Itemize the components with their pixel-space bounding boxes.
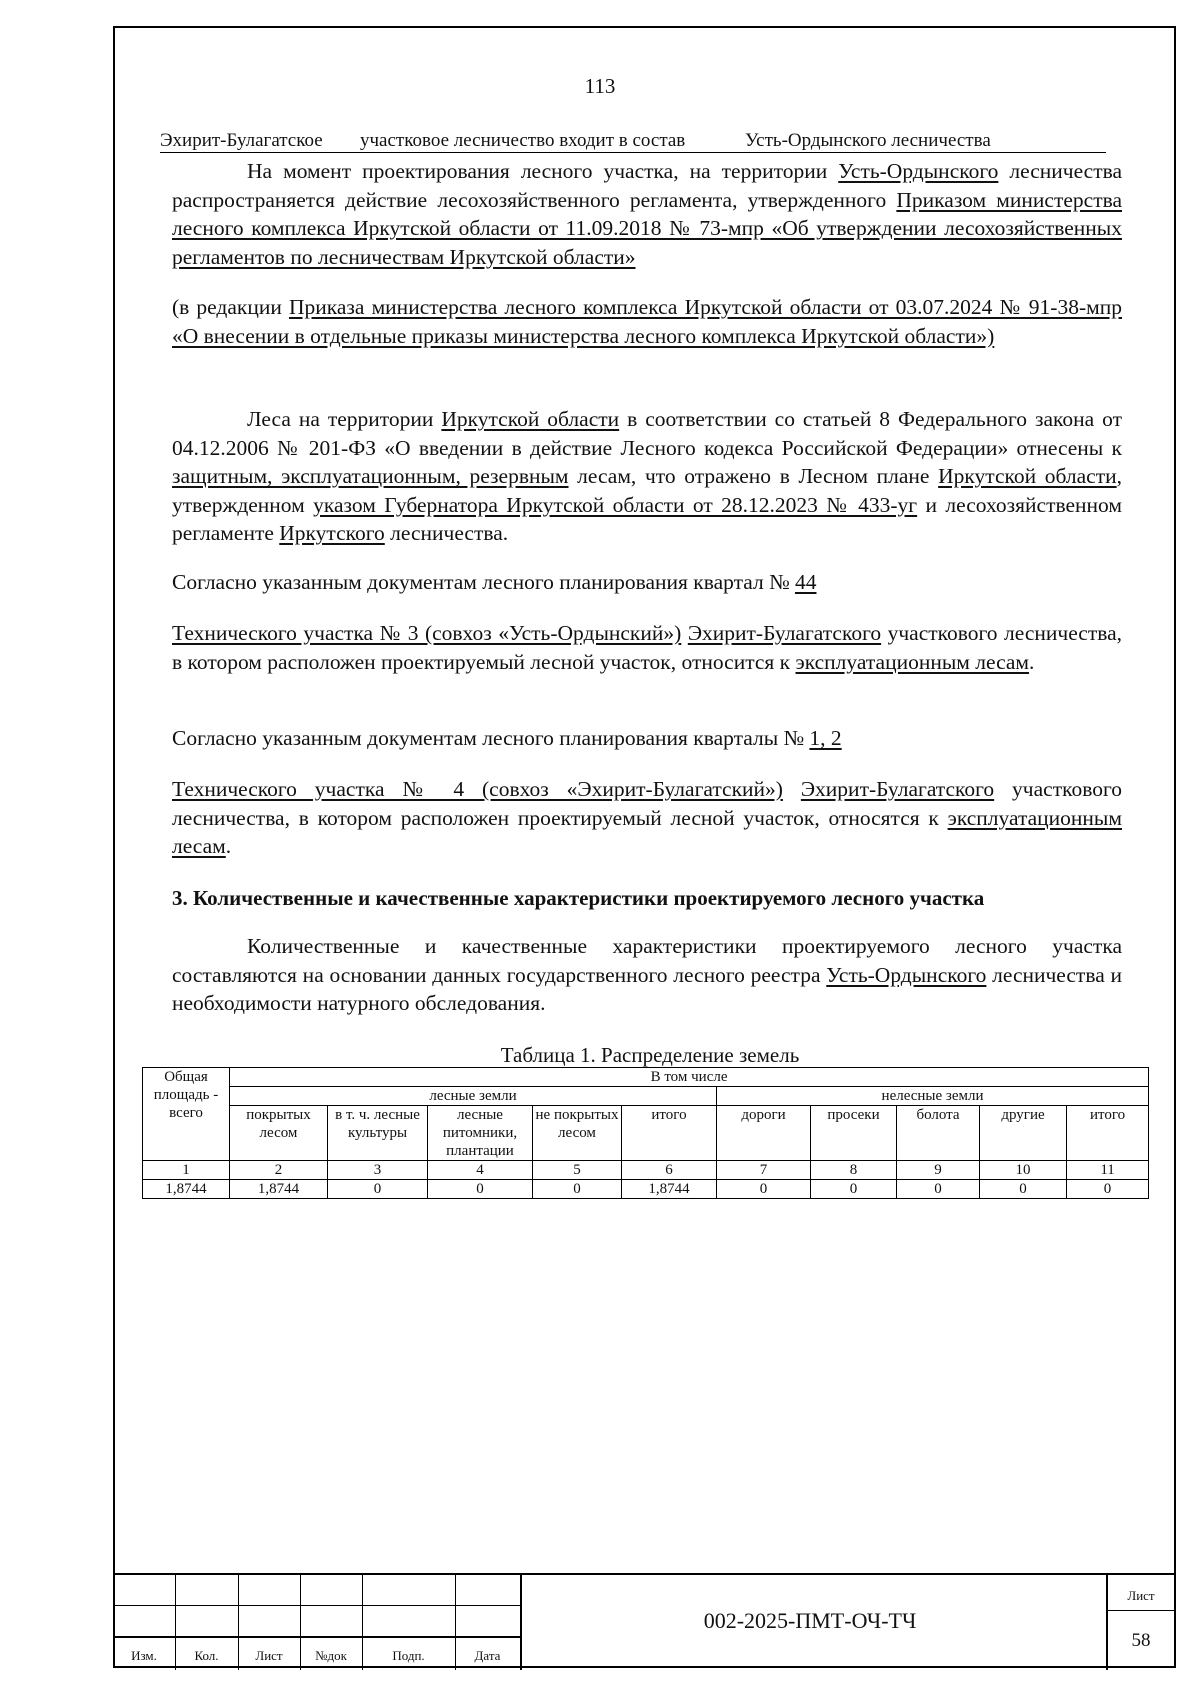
intro-part-1: Эхирит-Булагатское (160, 130, 323, 151)
column-number: 2 (230, 1161, 328, 1180)
document-code: 002-2025-ПМТ-ОЧ-ТЧ (703, 1608, 917, 1633)
intro-line (160, 130, 1120, 152)
page-number: 113 (584, 74, 616, 98)
table-cell: 1,8744 (143, 1180, 230, 1199)
header-column: другие (980, 1106, 1067, 1161)
column-number: 6 (622, 1161, 717, 1180)
paragraph-amendment: (в редакции Приказа министерства лесного комплекса Иркутской области от 03.07.2024 № 91-38-мпр «О внесении в отдельные приказы министерства лесного комплекса Иркутской области») (172, 295, 1122, 348)
header-total-area: Общая площадь - всего (143, 1068, 230, 1161)
table-header-row-1 (143, 1068, 1149, 1087)
title-block-label-count: Кол. (194, 1648, 219, 1663)
table-cell: 1,8744 (622, 1180, 717, 1199)
title-block-line (1106, 1610, 1176, 1611)
table-cell: 0 (980, 1180, 1067, 1199)
section-heading: 3. Количественные и качественные характеристики проектируемого лесного участка (172, 886, 985, 910)
header-column: в т. ч. лесные культуры (328, 1106, 428, 1161)
table-cell: 0 (897, 1180, 980, 1199)
land-distribution-table (142, 1067, 1149, 1199)
header-column: покрытых лесом (230, 1106, 328, 1161)
column-number: 7 (717, 1161, 811, 1180)
table-cell: 0 (533, 1180, 622, 1199)
column-number: 5 (533, 1161, 622, 1180)
header-column: дороги (717, 1106, 811, 1161)
title-block-label-doc-number: №док (315, 1648, 347, 1663)
header-column: не покрытых лесом (533, 1106, 622, 1161)
table-cell: 1,8744 (230, 1180, 328, 1199)
title-block-label-date: Дата (474, 1648, 501, 1663)
table-cell: 0 (328, 1180, 428, 1199)
table-cell: 0 (1067, 1180, 1149, 1199)
header-forest-lands: лесные земли (230, 1087, 717, 1106)
intro-part-3: Усть-Ордынского лесничества (745, 130, 991, 151)
header-column: итого (1067, 1106, 1149, 1161)
column-number: 1 (143, 1161, 230, 1180)
header-nonforest-lands: нелесные земли (717, 1087, 1149, 1106)
table-title: Таблица 1. Распределение земель (500, 1043, 800, 1067)
column-number: 10 (980, 1161, 1067, 1180)
header-including: В том числе (230, 1068, 1149, 1087)
table-cell: 0 (717, 1180, 811, 1199)
paragraph-regulation: На момент проектирования лесного участка, на территории Усть-Ордынского лесничества распространяется действие лесохозяйственного регламента, утвержденного Приказом министерства лесного комплекса Иркутской области от 11.09.2018 № 73-мпр «Об утверждении лесохозяйственных регламентов по лесничествам Иркутской области» (172, 159, 1123, 269)
title-block-label-sheet: Лист (255, 1648, 283, 1663)
paragraph-characteristics: Количественные и качественные характеристики проектируемого лесного участка составляются на основании данных государственного лесного реестра Усть-Ордынского лесничества и необходимости натурного обследования. (172, 934, 1123, 1015)
table-header-row-3 (143, 1106, 1149, 1161)
table-number-row (143, 1161, 1149, 1180)
paragraph-forest-categories: Леса на территории Иркутской области в соответствии со статьей 8 Федерального закона от 04.12.2006 № 201-ФЗ «О введении в действие Лесного кодекса Российской Федерации» отнесены к защитным, эксплуатационным, резервным лесам, что отражено в Лесном плане Иркутской области, утвержденном указом Губернатора Иркутской области от 28.12.2023 № 433-уг и лесохозяйственном регламенте Иркутского лесничества. (172, 407, 1122, 545)
table-row (143, 1180, 1149, 1199)
column-number: 9 (897, 1161, 980, 1180)
intro-part-2: участковое лесничество входит в состав (360, 130, 686, 151)
header-column: просеки (811, 1106, 897, 1161)
table-cell: 0 (428, 1180, 533, 1199)
title-block-label-change: Изм. (131, 1648, 157, 1663)
table-header-row-2 (143, 1087, 1149, 1106)
intro-underline (160, 152, 1106, 153)
paragraph-tech-area-4: Технического участка № 4 (совхоз «Эхирит-Булагатский») Эхирит-Булагатского участкового лесничества, в котором расположен проектируемый лесной участок, относятся к эксплуатационным лесам. (172, 777, 1122, 858)
sheet-label: Лист (1127, 1588, 1155, 1603)
column-number: 11 (1067, 1161, 1149, 1180)
paragraph-quarters-1-2: Согласно указанным документам лесного планирования кварталы № 1, 2 (172, 726, 842, 750)
column-number: 8 (811, 1161, 897, 1180)
header-column: лесные питомники, плантации (428, 1106, 533, 1161)
header-column: болота (897, 1106, 980, 1161)
paragraph-quarter-44: Согласно указанным документам лесного планирования квартал № 44 (172, 570, 817, 594)
title-block-label-signature: Подп. (392, 1648, 425, 1663)
column-number: 3 (328, 1161, 428, 1180)
paragraph-tech-area-3: Технического участка № 3 (совхоз «Усть-Ордынский») Эхирит-Булагатского участкового лесничества, в котором расположен проектируемый лесной участок, относится к эксплуатационным лесам. (172, 621, 1123, 674)
sheet-number: 58 (1131, 1630, 1151, 1651)
table-cell: 0 (811, 1180, 897, 1199)
column-number: 4 (428, 1161, 533, 1180)
header-column: итого (622, 1106, 717, 1161)
